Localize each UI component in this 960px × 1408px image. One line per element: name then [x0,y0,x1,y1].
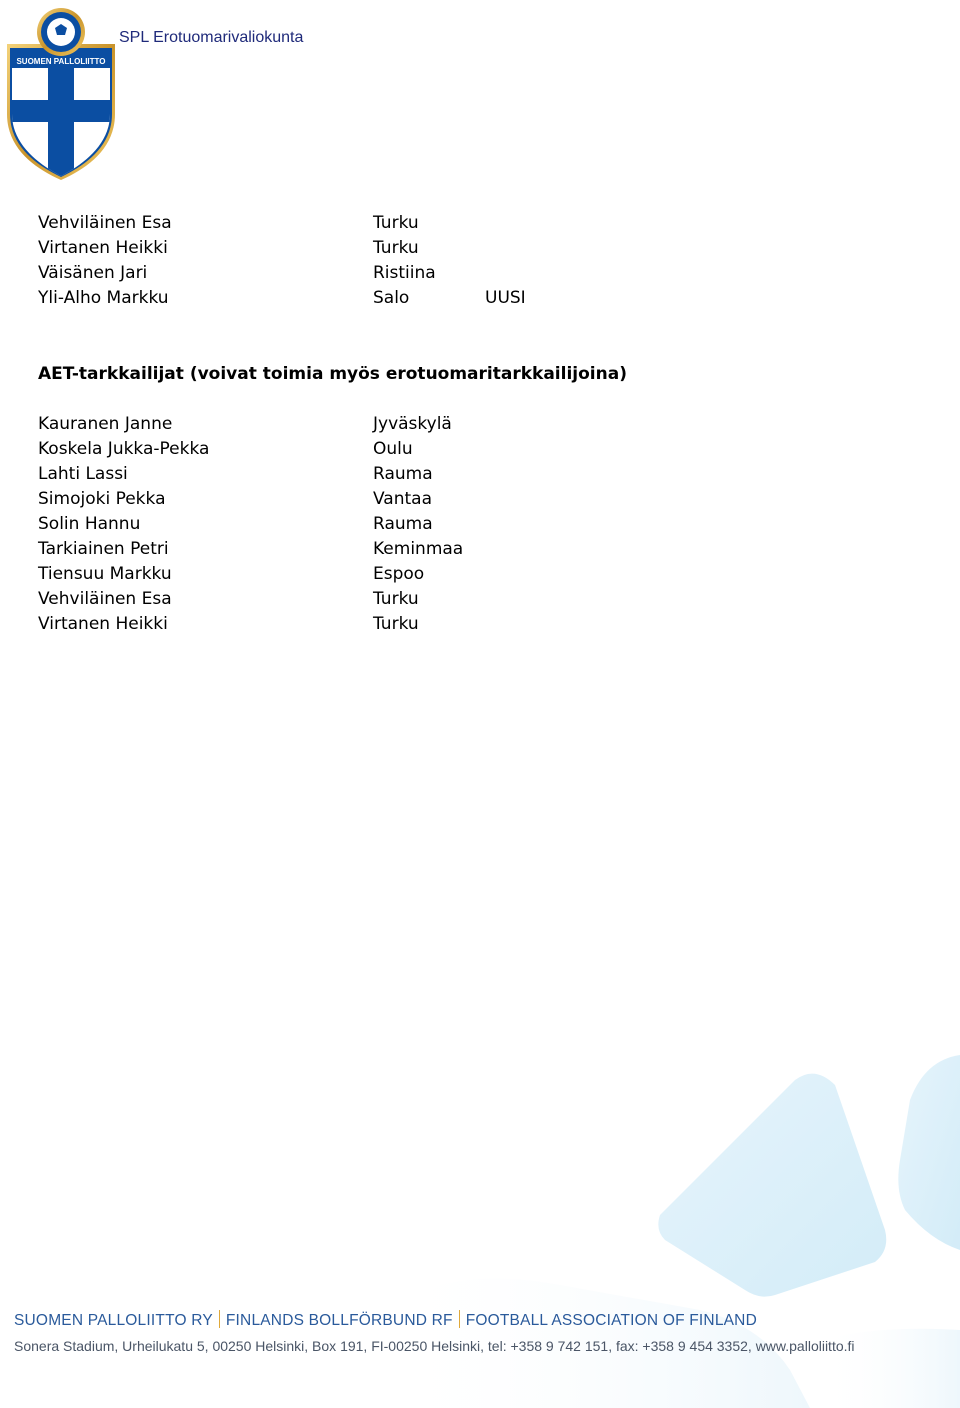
person-city: Salo [373,288,410,308]
person-name: Kauranen Janne [38,414,173,434]
person-city: Espoo [373,564,425,584]
list-item [38,412,738,437]
person-city: Ristiina [373,263,436,283]
person-city: Vantaa [373,489,433,509]
person-city: Jyväskylä [373,414,452,434]
person-city: Oulu [373,439,413,459]
section-heading: AET-tarkkailijat (voivat toimia myös erotuomaritarkkailijoina) [38,364,627,384]
person-name: Koskela Jukka-Pekka [38,439,210,459]
list-item [38,512,738,537]
svg-text:SUOMEN PALLOLIITTO: SUOMEN PALLOLIITTO [16,57,106,66]
list-item [38,537,738,562]
person-city: Turku [373,238,419,258]
person-city: Turku [373,213,419,233]
logo-banner-text [16,57,105,66]
person-name: Lahti Lassi [38,464,128,484]
person-name: Väisänen Jari [38,263,148,283]
footer-org-en: FOOTBALL ASSOCIATION OF FINLAND [465,1312,757,1329]
list-item [38,612,738,637]
person-city: Rauma [373,514,433,534]
footer-org-names [14,1310,757,1330]
footer-separator [219,1310,220,1328]
list-item [38,286,738,311]
list-item [38,587,738,612]
person-name: Vehviläinen Esa [38,213,172,233]
person-city: Rauma [373,464,433,484]
person-name: Tarkiainen Petri [38,539,169,559]
footer-separator [459,1310,460,1328]
person-name: Vehviläinen Esa [38,589,172,609]
list-item [38,437,738,462]
list-item [38,236,738,261]
list-item [38,211,738,236]
list-item [38,562,738,587]
header-org-name: SPL Erotuomarivaliokunta [119,29,304,46]
person-name: Simojoki Pekka [38,489,166,509]
footer-org-sv: FINLANDS BOLLFÖRBUND RF [225,1312,453,1329]
footer-address: Sonera Stadium, Urheilukatu 5, 00250 Helsinki, Box 191, FI-00250 Helsinki, tel: +358 9 742 151, fax: +358 9 454 3352, www.palloliitto.fi [14,1338,855,1354]
person-city: Turku [373,589,419,609]
person-city: Keminmaa [373,539,464,559]
palloliitto-logo [4,4,118,180]
person-name: Virtanen Heikki [38,238,168,258]
list-item [38,261,738,286]
person-name: Yli-Alho Markku [38,288,169,308]
footer-org-fi: SUOMEN PALLOLIITTO RY [14,1312,213,1329]
person-name: Virtanen Heikki [38,614,168,634]
list-item [38,487,738,512]
person-city: Turku [373,614,419,634]
person-name: Solin Hannu [38,514,141,534]
new-badge: UUSI [485,288,526,308]
list-item [38,462,738,487]
person-name: Tiensuu Markku [38,564,172,584]
